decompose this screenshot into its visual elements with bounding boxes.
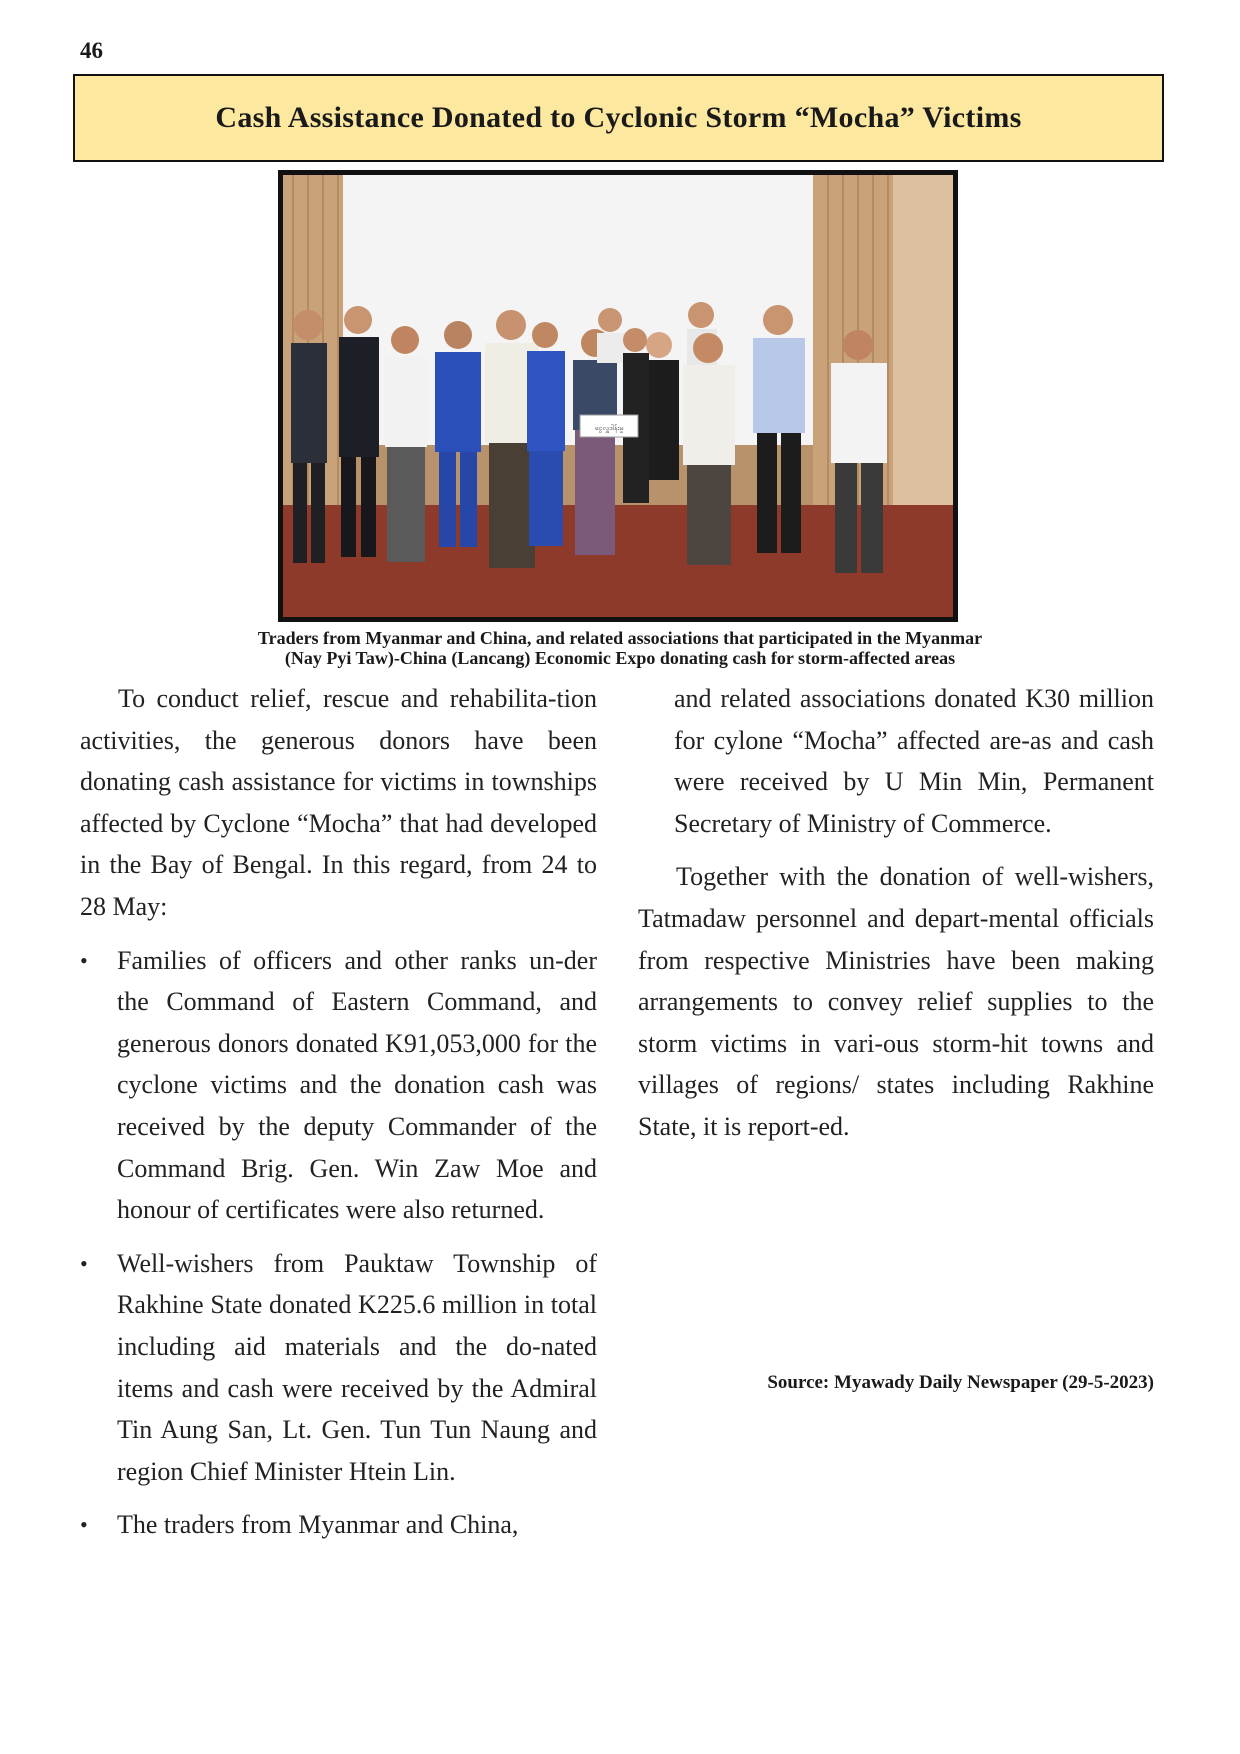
bullet-icon: • <box>80 1512 88 1538</box>
photo-caption <box>150 628 1090 668</box>
source-credit: Source: Myawady Daily Newspaper (29-5-2023) <box>767 1372 1154 1393</box>
left-column <box>80 678 597 1558</box>
envelope-label: ငွေလှူဒါန်းမှု <box>594 424 624 432</box>
list-item <box>80 940 597 1231</box>
bullet-icon: • <box>80 947 88 973</box>
group-photo <box>278 170 958 622</box>
group-photo-image <box>283 175 953 617</box>
title-banner <box>73 74 1164 162</box>
list-item <box>80 1504 597 1546</box>
page-number: 46 <box>80 38 103 63</box>
list-item <box>80 1243 597 1493</box>
right-column <box>638 678 1154 1160</box>
list-item-continued: and related associations donated K30 million for cylone “Mocha” affected are-as and cash were received by U Min Min, Permanent Secretary of Ministry of Commerce. <box>674 684 1154 838</box>
bullet-icon: • <box>80 1250 88 1276</box>
donation-list <box>80 940 597 1546</box>
caption-line-1: Traders from Myanmar and China, and related associations that participated in the Myanmar <box>257 628 983 648</box>
article-title: Cash Assistance Donated to Cyclonic Storm “Mocha” Victims <box>215 101 1022 134</box>
caption-line-2: (Nay Pyi Taw)-China (Lancang) Economic Expo donating cash for storm-affected areas <box>284 648 956 668</box>
list-item-text: The traders from Myanmar and China, <box>117 1510 519 1540</box>
closing-paragraph: Together with the donation of well-wishers, Tatmadaw personnel and depart-mental officials from respective Ministries have been making arrangements to convey relief supplies to the storm victims in vari-ous storm-hit towns and villages of regions/ states including Rakhine State, it is report-ed. <box>638 862 1154 1141</box>
intro-paragraph: To conduct relief, rescue and rehabilita-tion activities, the generous donors have been donating cash assistance for victims in townships affected by Cyclone “Mocha” that had developed in the Bay of Bengal. In this regard, from 24 to 28 May: <box>80 684 597 921</box>
list-item-text: Families of officers and other ranks un-der the Command of Eastern Command, and generous donors donated K91,053,000 for the cyclone victims and the donation cash was received by the deputy Commander of the Command Brig. Gen. Win Zaw Moe and honour of certificates were also returned. <box>117 945 597 1225</box>
list-item-text: Well-wishers from Pauktaw Township of Rakhine State donated K225.6 million in total including aid materials and the do-nated items and cash were received by the Admiral Tin Aung San, Lt. Gen. Tun Tun Naung and region Chief Minister Htein Lin. <box>117 1248 597 1486</box>
